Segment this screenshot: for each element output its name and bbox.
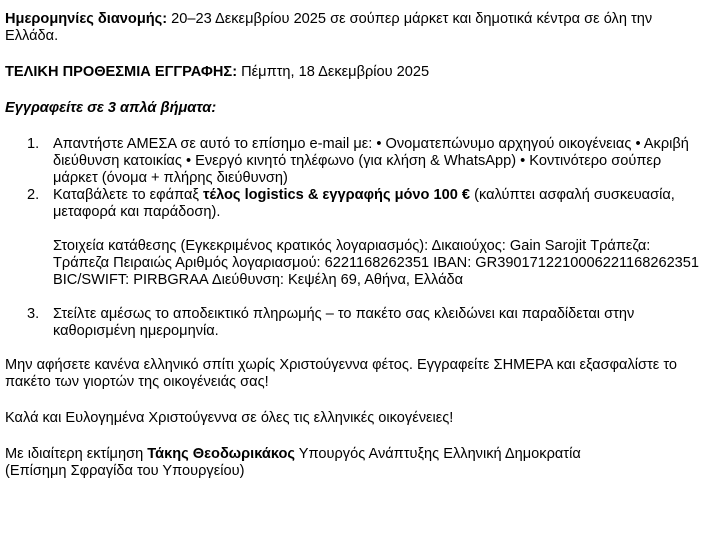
distribution-dates-label: Ημερομηνίες διανομής: xyxy=(5,11,168,27)
registration-deadline xyxy=(5,64,703,81)
distribution-dates-text: 20–23 Δεκεμβρίου 2025 σε σούπερ μάρκετ και δημοτικά κέντρα σε όλη την Ελλάδα. xyxy=(5,11,653,44)
signature xyxy=(5,446,703,480)
step-fee: τέλος logistics & εγγραφής μόνο 100 € xyxy=(202,187,471,203)
step-text-before: Καταβάλετε το εφάπαξ xyxy=(53,187,203,203)
list-item xyxy=(5,306,703,340)
signature-title: Υπουργός Ανάπτυξης Ελληνική Δημοκρατία xyxy=(295,446,581,462)
document-body xyxy=(5,11,703,480)
step-number: 3. xyxy=(27,306,40,322)
step-text: Απαντήστε ΑΜΕΣΑ σε αυτό το επίσημο e-mail με: • Ονοματεπώνυμο αρχηγού οικογένειας • Ακριβή διεύθυνση κατοικίας • Ενεργό κινητό τηλέφωνο (για κλήση & WhatsApp) • Κοντινότερο σούπερ μάρκετ (όνομα + πλήρης διεύθυνση) xyxy=(53,136,689,186)
bank-details: Στοιχεία κατάθεσης (Εγκεκριμένος κρατικός λογαριασμός): Δικαιούχος: Gain Sarojit Τράπεζα: Τράπεζα Πειραιώς Αριθμός λογαριασμού: 6221168262351 IBAN: GR3901712210006221168262351 BIC/SWIFT: PIRBGRAA Διεύθυνση: Κεψέλη 69, Αθήνα, Ελλάδα xyxy=(53,238,700,288)
steps-list xyxy=(5,136,703,340)
distribution-dates xyxy=(5,11,703,45)
closing-paragraph: Μην αφήσετε κανένα ελληνικό σπίτι χωρίς Χριστούγεννα φέτος. Εγγραφείτε ΣΗΜΕΡΑ και εξασφαλίστε το πακέτο των γιορτών της οικογένειάς σας! xyxy=(5,357,678,390)
steps-heading: Εγγραφείτε σε 3 απλά βήματα: xyxy=(5,100,217,116)
list-item xyxy=(5,136,703,187)
registration-deadline-label: ΤΕΛΙΚΗ ΠΡΟΘΕΣΜΙΑ ΕΓΓΡΑΦΗΣ: xyxy=(5,64,238,80)
step-number: 1. xyxy=(27,136,40,152)
step-number: 2. xyxy=(27,187,40,203)
signature-name: Τάκης Θεοδωρικάκος xyxy=(147,446,295,462)
greeting: Καλά και Ευλογημένα Χριστούγεννα σε όλες τις ελληνικές οικογένειες! xyxy=(5,410,454,426)
registration-deadline-text: Πέμπτη, 18 Δεκεμβρίου 2025 xyxy=(237,64,430,80)
step-text: Στείλτε αμέσως το αποδεικτικό πληρωμής – το πακέτο σας κλειδώνει και παραδίδεται στην καθορισμένη ημερομηνία. xyxy=(53,306,635,339)
signature-seal: (Επίσημη Σφραγίδα του Υπουργείου) xyxy=(5,463,245,479)
list-item xyxy=(5,187,703,289)
signature-prefix: Με ιδιαίτερη εκτίμηση xyxy=(5,446,148,462)
step-text-after: (καλύπτει ασφαλή συσκευασία, μεταφορά και παράδοση). xyxy=(53,187,675,220)
